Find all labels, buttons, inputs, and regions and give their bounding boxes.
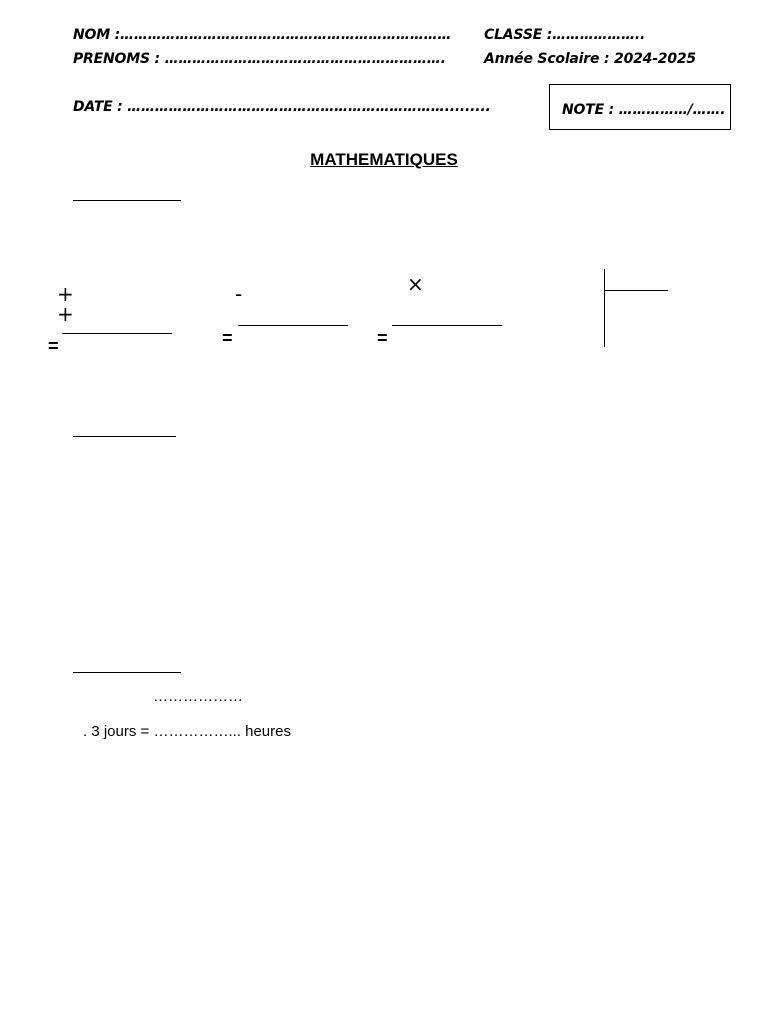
multiplication-result-line [392,325,502,326]
subtraction-result-line [238,325,348,326]
plus-sign-2: + [57,302,74,326]
division-bracket-horizontal [605,290,668,291]
answer-dots-line[interactable]: ……………… [153,688,243,705]
minus-sign: - [235,282,243,306]
plus-sign-1: + [57,282,74,306]
note-box [549,84,731,130]
note-field[interactable]: NOTE : ……………/……. [562,102,726,118]
classe-field[interactable]: CLASSE :……………….. [484,27,646,43]
equals-sign-multiplication: = [377,328,388,348]
addition-result-line [62,333,172,334]
prenoms-field[interactable]: PRENOMS : ……………………………………………………. [73,51,446,67]
date-field[interactable]: DATE : ……………………………………………………………......... [73,99,491,115]
nom-field[interactable]: NOM :……………………………………………………………… [73,27,452,43]
annee-scolaire: Année Scolaire : 2024-2025 [484,51,696,67]
times-sign: × [407,272,424,296]
page-title [0,150,768,170]
conversion-jours-heures[interactable]: . 3 jours = ……………... heures [83,723,291,740]
section-1-heading-line [73,200,181,201]
page-title-text: MATHEMATIQUES [310,150,458,169]
equals-sign-addition: = [48,336,59,356]
equals-sign-subtraction: = [222,328,233,348]
section-2-heading-line [73,436,176,437]
section-3-heading-line [73,672,181,673]
division-bracket-vertical [604,269,605,347]
